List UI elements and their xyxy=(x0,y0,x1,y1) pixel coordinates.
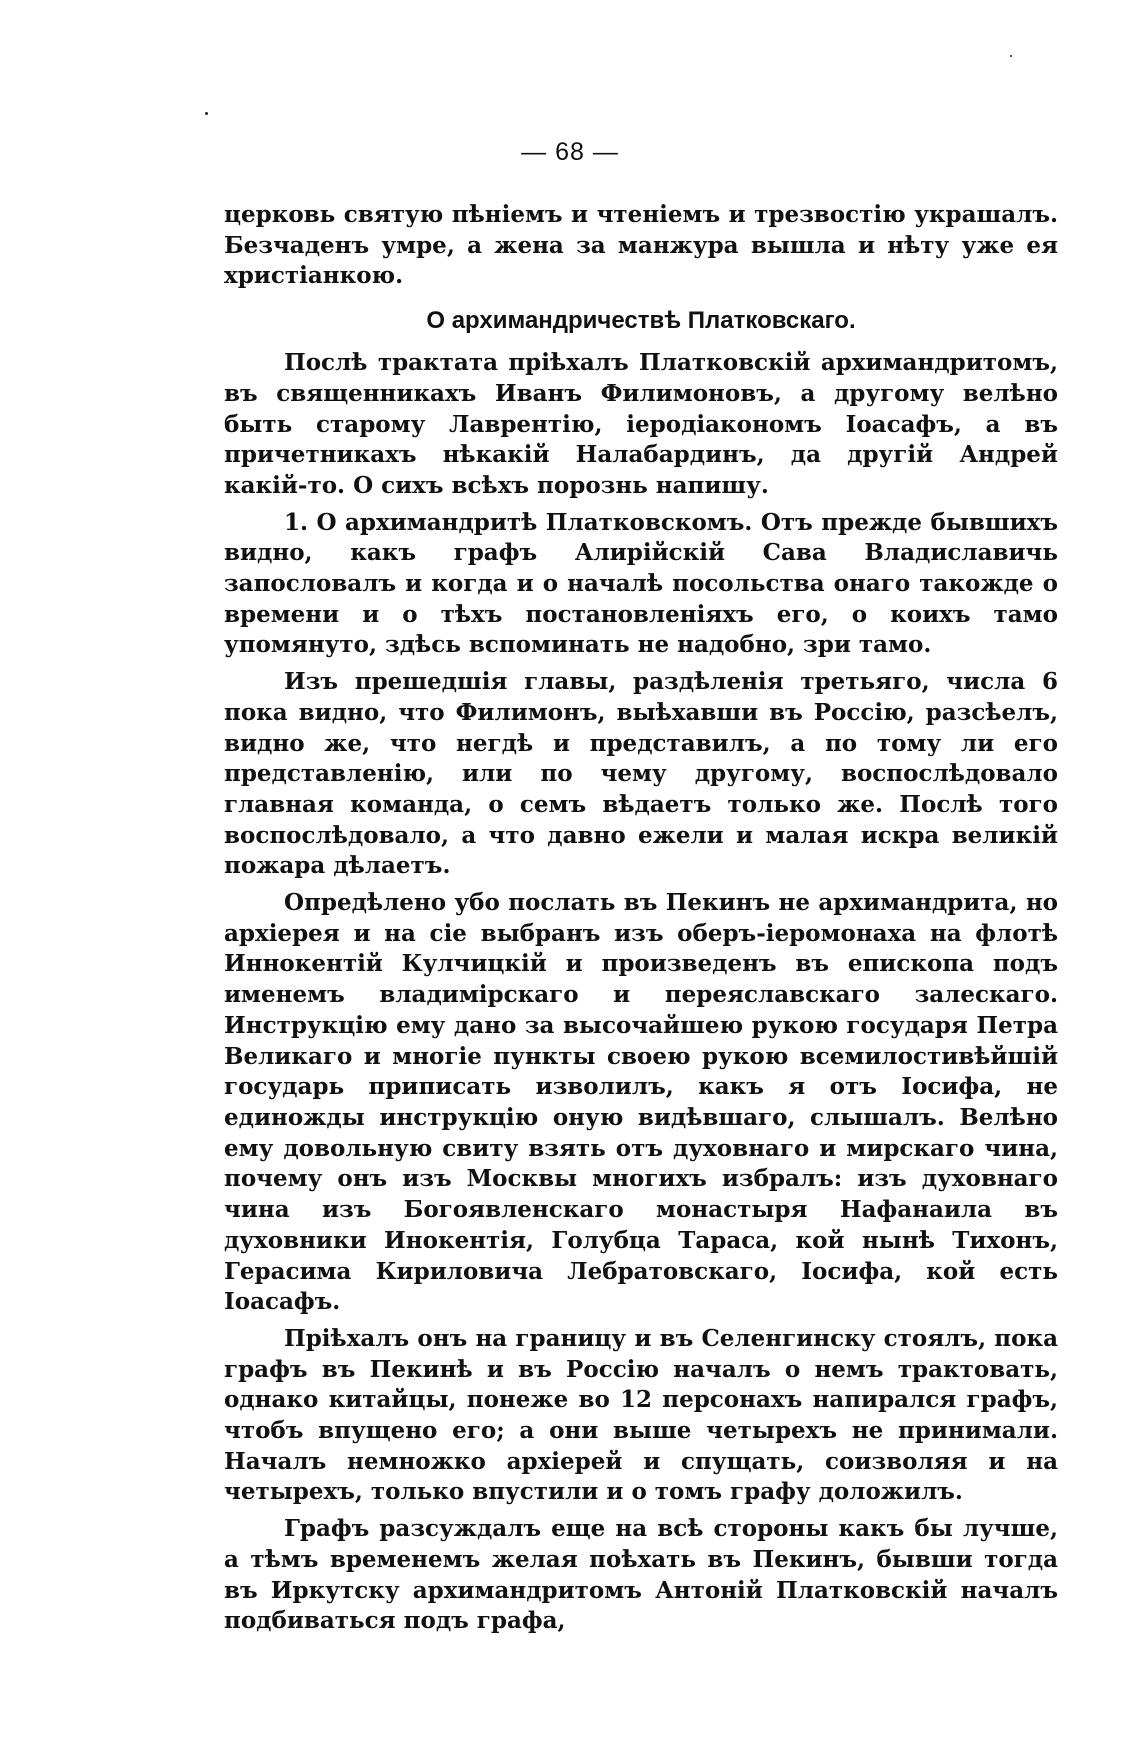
page-number: — 68 — xyxy=(521,138,619,166)
print-speck xyxy=(1010,55,1012,57)
paragraph-continuation: церковь святую пѣніемъ и чтеніемъ и трезвостію украшалъ. Безчаденъ умре, а жена за манжура вышла и нѣту уже ея христіанкою. xyxy=(224,201,1058,290)
paragraph-5: Пріѣхалъ онъ на границу и въ Селенгинску стоялъ, пока графъ въ Пекинѣ и въ Россію началъ о немъ трактовать, однако китайцы, понеже во 12 персонахъ напирался графъ, чтобъ впущено его; а они выше четырехъ не принимали. Началъ немножко архіерей и спущать, соизволяя и на четырехъ, только впустили и о томъ графу доложилъ. xyxy=(224,1324,1058,1506)
paragraph-4: Опредѣлено убо послать въ Пекинъ не архимандрита, но архіерея и на сіе выбранъ изъ оберъ-іеромонаха на флотѣ Иннокентій Кулчицкій и произведенъ въ епископа подъ именемъ владимірскаго и переяславскаго залескаго. Инструкцію ему дано за высочайшею рукою государя Петра Великаго и многіе пункты своею рукою всемилостивѣйшій государь приписать изволилъ, какъ я отъ Іосифа, не единожды инструкцію оную видѣвшаго, слышалъ. Велѣно ему довольную свиту взять отъ духовнаго и мирскаго чина, почему онъ изъ Москвы многихъ избралъ: изъ духовнаго чина изъ Богоявленскаго монастыря Нафанаила въ духовники Инокентія, Голубца Тараса, кой нынѣ Тихонъ, Герасима Кириловича Лебратовскаго, Іосифа, кой есть Іоасафъ. xyxy=(224,889,1058,1316)
text-body xyxy=(224,200,1058,1637)
section-heading: О архимандричествѣ Платковскаго. xyxy=(426,307,856,335)
paragraph-1: Послѣ трактата пріѣхалъ Платковскій архимандритомъ, въ священникахъ Иванъ Филимоновъ, а другому велѣно быть старому Лаврентію, іеродіакономъ Іоасафъ, а въ причетникахъ нѣкакій Налабардинъ, да другій Андрей какій-то. О сихъ всѣхъ порознь напишу. xyxy=(224,349,1058,499)
print-speck xyxy=(205,112,208,115)
paragraph-6: Графъ разсуждалъ еще на всѣ стороны какъ бы лучше, а тѣмъ временемъ желая поѣхать въ Пекинъ, бывши тогда въ Иркутску архимандритомъ Антоній Платковскій началъ подбиваться подъ графа, xyxy=(224,1515,1058,1635)
paragraph-2: 1. О архимандритѣ Платковскомъ. Отъ прежде бывшихъ видно, какъ графъ Алирійскій Сава Владиславичь запословалъ и когда и о началѣ посольства онаго такожде о времени и о тѣхъ постановленіяхъ его, о коихъ тамо упомянуто, здѣсь вспоминать не надобно, зри тамо. xyxy=(224,508,1058,659)
paragraph-3: Изъ прешедшія главы, раздѣленія третьяго, числа 6 пока видно, что Филимонъ, выѣхавши въ Россію, разсѣелъ, видно же, что негдѣ и представилъ, а по тому ли его представленію, или по чему другому, воспослѣдовало главная команда, о семъ вѣдаетъ только же. Послѣ того воспослѣдовало, а что давно ежели и малая искра великій пожара дѣлаетъ. xyxy=(224,668,1058,880)
